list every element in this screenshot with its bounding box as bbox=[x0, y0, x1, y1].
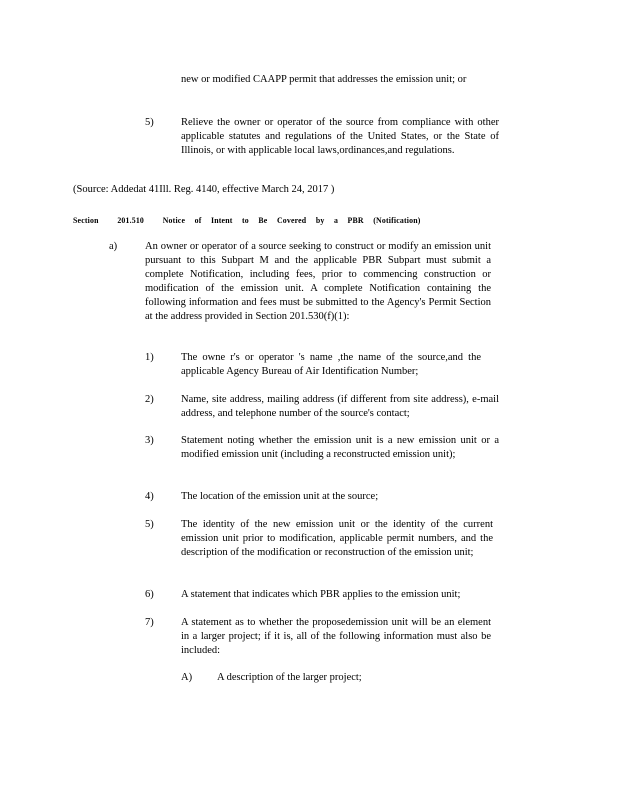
section-title: Notice of Intent to Be Covered by a PBR (Notification) bbox=[162, 215, 421, 225]
section-heading bbox=[73, 213, 421, 227]
item-5-label: 5) bbox=[145, 519, 154, 530]
item-1-text: The owne r's or operator 's name ,the name of the source,and the applicable Agency Bureau of Air Identification Number; bbox=[181, 352, 481, 377]
item-4-label: 4) bbox=[145, 491, 154, 502]
item-1-label: 1) bbox=[145, 352, 154, 363]
source-note: (Source: Addedat 41Ill. Reg. 4140, effective March 24, 2017 ) bbox=[73, 184, 335, 195]
item-4-text: The location of the emission unit at the source; bbox=[181, 491, 379, 502]
subitem-a-text: A description of the larger project; bbox=[217, 672, 362, 683]
item-3-text: Statement noting whether the emission unit is a new emission unit or a modified emission unit (including a reconstructed emission unit); bbox=[181, 435, 499, 460]
item-5-text: The identity of the new emission unit or the identity of the current emission unit prior to modification, applicable permit numbers, and the description of the modification or reconstruction of the emission unit; bbox=[181, 519, 493, 558]
para-a-text: An owner or operator of a source seeking to construct or modify an emission unit pursuant to this Subpart M and the applicable PBR Subpart must submit a complete Notification, including fees, prior to commencing construction or modification of the emission unit. A complete Notification containing the following information and fees must be submitted to the Agency's Permit Section at the address provided in Section 201.530(f)(1): bbox=[145, 241, 491, 322]
item-7-text: A statement as to whether the proposedemission unit will be an element in a larger project; if it is, all of the following information must also be included: bbox=[181, 617, 491, 656]
item-5-top-text: Relieve the owner or operator of the source from compliance with other applicable statutes and regulations of the United States, or the State of Illinois, or with applicable local laws,ordinances,and regulations. bbox=[181, 117, 499, 156]
item-7-label: 7) bbox=[145, 617, 154, 628]
subitem-a-label: A) bbox=[181, 672, 193, 683]
item-6-label: 6) bbox=[145, 589, 154, 600]
item-6-text: A statement that indicates which PBR applies to the emission unit; bbox=[181, 589, 461, 600]
section-code: 201.510 bbox=[117, 215, 145, 225]
continuation-text: new or modified CAAPP permit that addresses the emission unit; or bbox=[181, 74, 467, 85]
item-3-label: 3) bbox=[145, 435, 154, 446]
item-5-top-label: 5) bbox=[145, 117, 154, 128]
item-2-label: 2) bbox=[145, 394, 154, 405]
section-word: Section bbox=[73, 215, 99, 225]
item-2-text: Name, site address, mailing address (if different from site address), e-mail address, and telephone number of the source's contact; bbox=[181, 394, 499, 419]
para-a-label: a) bbox=[109, 241, 118, 252]
